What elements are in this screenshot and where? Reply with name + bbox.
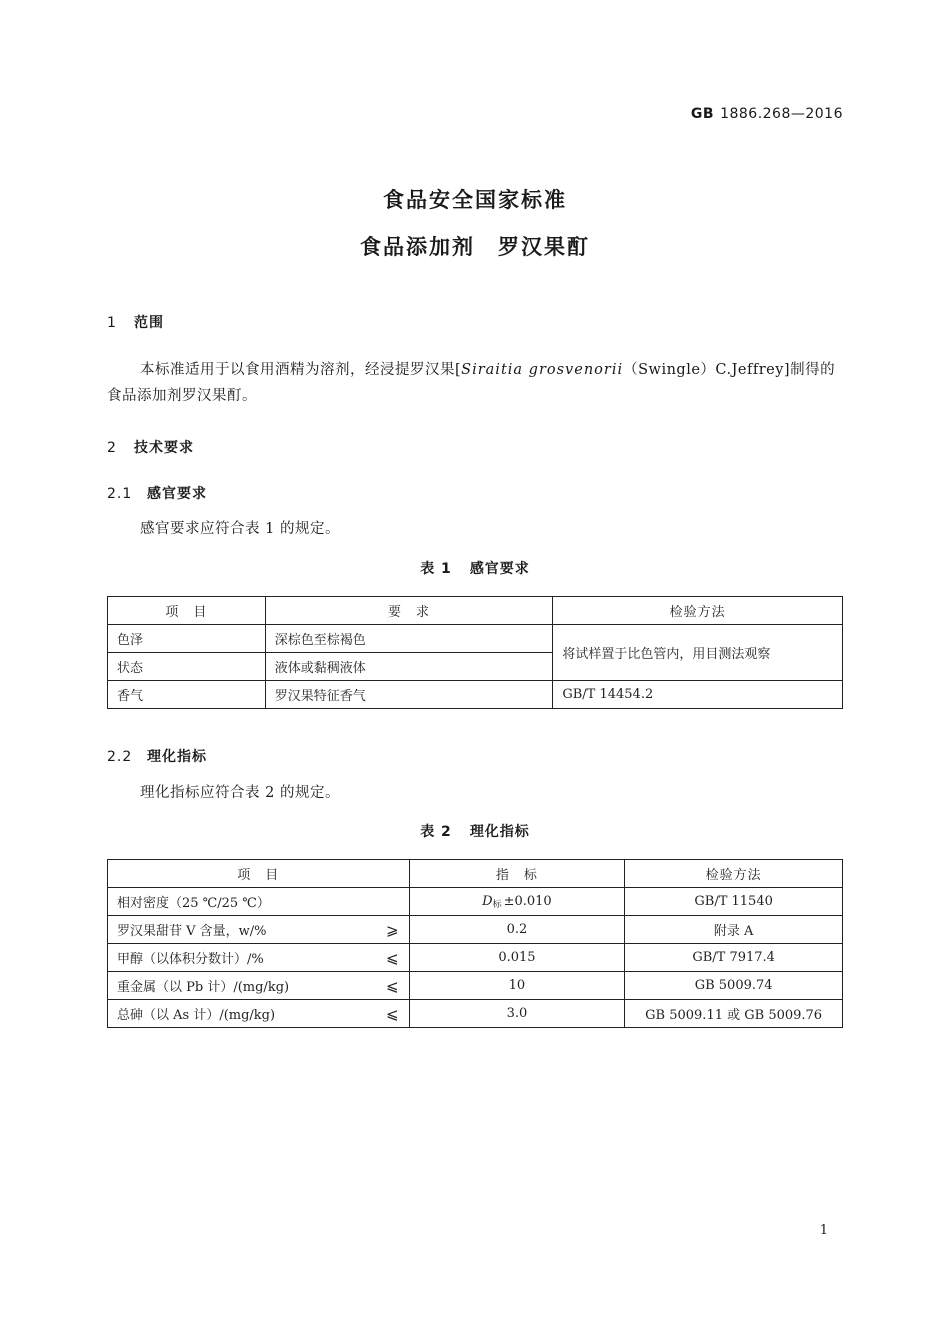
method-cell: GB 5009.74 <box>625 972 843 1000</box>
item-cell <box>108 888 410 916</box>
header-item: 项 目 <box>108 597 266 625</box>
less-equal-symbol: ⩽ <box>386 1004 399 1023</box>
table-header-row <box>108 597 843 625</box>
section-title: 感官要求 <box>147 486 207 502</box>
table-1-title: 感官要求 <box>469 561 530 577</box>
requirement-cell: 深棕色至棕褐色 <box>265 625 553 653</box>
physchem-table <box>107 859 843 1028</box>
table-row <box>108 944 843 972</box>
item-cell <box>108 972 410 1000</box>
section-number: 2.1 <box>107 486 133 502</box>
method-cell: GB 5009.11 或 GB 5009.76 <box>625 1000 843 1028</box>
method-cell: GB/T 7917.4 <box>625 944 843 972</box>
section-title: 理化指标 <box>147 749 207 765</box>
table-row <box>108 916 843 944</box>
table-row <box>108 888 843 916</box>
item-cell: 香气 <box>108 681 266 709</box>
section-number: 2.2 <box>107 749 133 765</box>
table-row <box>108 1000 843 1028</box>
table-row <box>108 625 843 653</box>
density-symbol: D <box>482 893 493 909</box>
scope-paragraph <box>107 357 843 409</box>
item-label: 总砷（以 As 计）/(mg/kg) <box>117 1008 276 1023</box>
requirement-cell: 罗汉果特征香气 <box>265 681 553 709</box>
header-index: 指 标 <box>409 860 625 888</box>
item-cell: 状态 <box>108 653 266 681</box>
less-equal-symbol: ⩽ <box>386 948 399 967</box>
scope-text-after: （Swingle）C.Jeffrey]制得的食品添加剂罗汉果酊。 <box>107 362 836 404</box>
value-text: ±0.010 <box>503 893 552 909</box>
header-item: 项 目 <box>108 860 410 888</box>
table-header-row <box>108 860 843 888</box>
section-number: 2 <box>107 440 117 456</box>
standard-code <box>691 106 843 122</box>
item-cell <box>108 916 410 944</box>
item-cell <box>108 1000 410 1028</box>
item-label: 甲醇（以体积分数计）/% <box>117 952 264 967</box>
item-label: 罗汉果甜苷 V 含量，w/% <box>117 924 267 939</box>
table-row <box>108 681 843 709</box>
section-title: 技术要求 <box>134 440 194 456</box>
sub-title: 食品添加剂 罗汉果酊 <box>360 235 590 259</box>
value-cell: 0.2 <box>409 916 625 944</box>
table-2-title: 理化指标 <box>469 824 530 840</box>
method-cell-merged: 将试样置于比色管内，用目测法观察 <box>553 625 843 681</box>
standard-number: 1886.268—2016 <box>720 106 843 122</box>
item-label: 相对密度（25 ℃/25 ℃） <box>117 896 270 911</box>
item-label: 重金属（以 Pb 计）/(mg/kg) <box>117 980 290 995</box>
sensory-paragraph: 感官要求应符合表 1 的规定。 <box>140 521 340 537</box>
method-cell: GB/T 11540 <box>625 888 843 916</box>
section-2-heading <box>107 437 194 457</box>
method-cell: GB/T 14454.2 <box>553 681 843 709</box>
density-subscript: 标 <box>492 899 502 910</box>
value-cell: 3.0 <box>409 1000 625 1028</box>
greater-equal-symbol: ⩾ <box>386 920 399 939</box>
section-number: 1 <box>107 315 117 331</box>
main-title: 食品安全国家标准 <box>383 188 567 212</box>
section-1-heading <box>107 312 164 332</box>
scope-text-before: 本标准适用于以食用酒精为溶剂，经浸提罗汉果[ <box>140 362 462 378</box>
physchem-paragraph: 理化指标应符合表 2 的规定。 <box>140 785 340 801</box>
section-2-2-heading <box>107 746 207 766</box>
table-1-caption <box>0 558 950 578</box>
section-2-1-heading <box>107 483 207 503</box>
table-2-number: 表 2 <box>420 824 452 840</box>
method-cell: 附录 A <box>625 916 843 944</box>
requirement-cell: 液体或黏稠液体 <box>265 653 553 681</box>
table-1-number: 表 1 <box>420 561 452 577</box>
species-name: Siraitia grosvenorii <box>461 362 624 378</box>
item-cell <box>108 944 410 972</box>
value-cell: 0.015 <box>409 944 625 972</box>
header-method: 检验方法 <box>625 860 843 888</box>
table-row <box>108 972 843 1000</box>
header-method: 检验方法 <box>553 597 843 625</box>
value-cell: 10 <box>409 972 625 1000</box>
sensory-table <box>107 596 843 709</box>
less-equal-symbol: ⩽ <box>386 976 399 995</box>
item-cell: 色泽 <box>108 625 266 653</box>
section-title: 范围 <box>134 315 164 331</box>
table-2-caption <box>0 821 950 841</box>
header-requirement: 要 求 <box>265 597 553 625</box>
page-number: 1 <box>819 1223 828 1238</box>
value-cell <box>409 888 625 916</box>
standard-prefix: GB <box>690 106 715 122</box>
